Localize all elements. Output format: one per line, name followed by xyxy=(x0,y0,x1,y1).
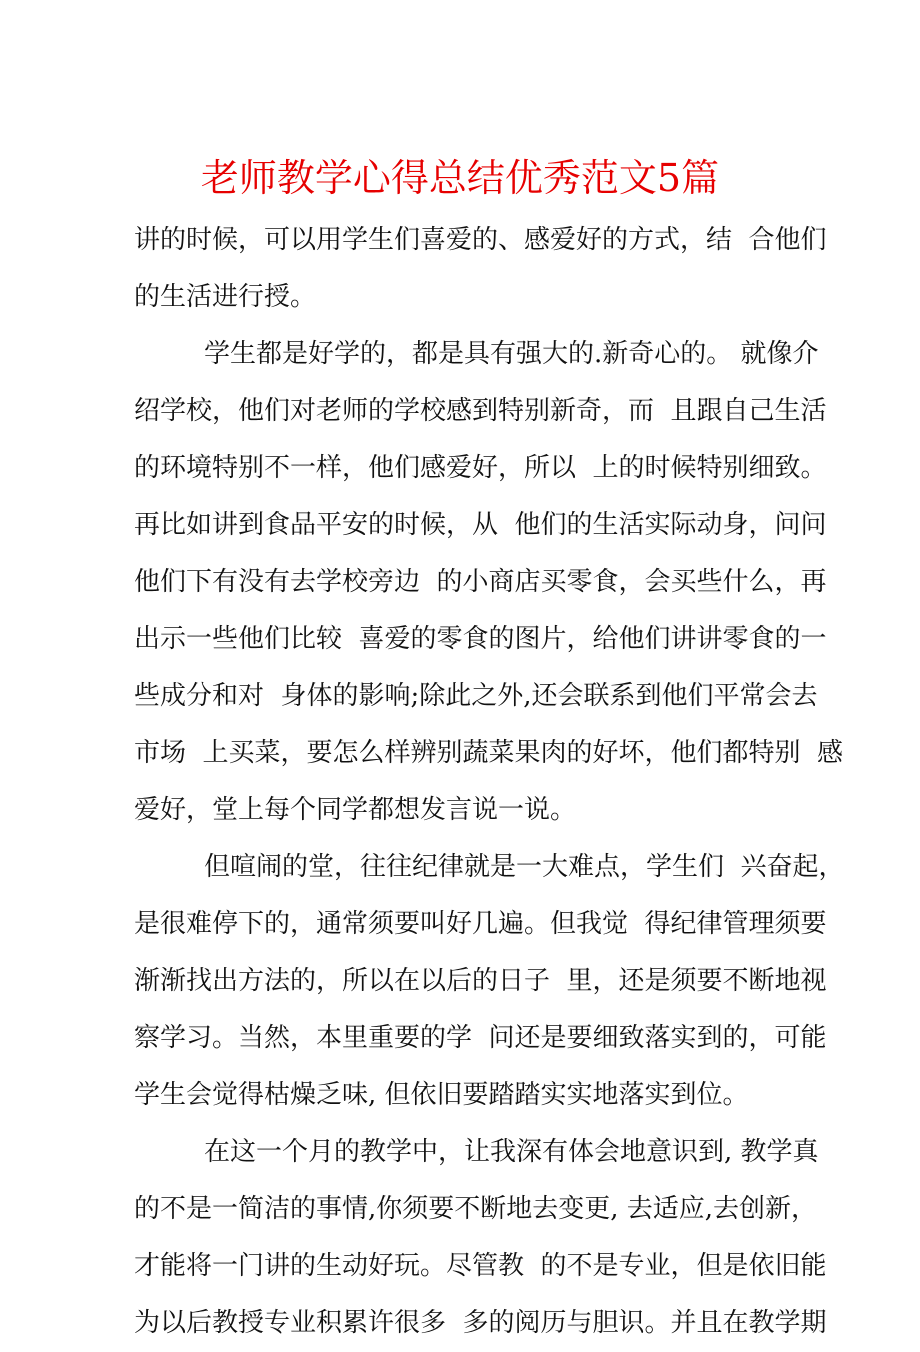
text-line: 察学习。当然，本里重要的学 问还是要细致落实到的，可能 xyxy=(134,1023,827,1053)
text-line: 学生都是好学的，都是具有强大的.新奇心的。 就像介 xyxy=(204,339,819,369)
text-line: 讲的时候，可以用学生们喜爱的、感爱好的方式，结 合他们 xyxy=(134,225,827,255)
text-line: 学生会觉得枯燥乏味, 但依旧要踏踏实实地落实到位。 xyxy=(134,1080,749,1110)
text-line: 绍学校，他们对老师的学校感到特别新奇，而 且跟自己生活 xyxy=(134,396,827,426)
text-line: 爱好，堂上每个同学都想发言说一说。 xyxy=(134,795,577,825)
text-line: 的环境特别不一样，他们感爱好，所以 上的时候特别细致。 xyxy=(134,453,827,483)
text-line: 但喧闹的堂，往往纪律就是一大难点，学生们 兴奋起， xyxy=(204,852,845,882)
text-line: 再比如讲到食品平安的时候，从 他们的生活实际动身，问问 xyxy=(134,510,827,540)
text-line: 他们下有没有去学校旁边 的小商店买零食，会买些什么，再 xyxy=(134,567,827,597)
text-line: 为以后教授专业积累许很多 多的阅历与胆识。并且在教学期 xyxy=(134,1308,827,1338)
text-line: 是很难停下的，通常须要叫好几遍。但我觉 得纪律管理须要 xyxy=(134,909,827,939)
text-line: 在这一个月的教学中，让我深有体会地意识到, 教学真 xyxy=(204,1137,819,1167)
document-body xyxy=(134,212,845,1352)
text-line: 渐渐找出方法的，所以在以后的日子 里，还是须要不断地视 xyxy=(134,966,827,996)
text-line: 才能将一门讲的生动好玩。尽管教 的不是专业，但是依旧能 xyxy=(134,1251,827,1281)
text-line: 的不是一简洁的事情,你须要不断地去变更, 去适应,去创新， xyxy=(134,1194,818,1224)
document-title: 老师教学心得总结优秀范文5篇 xyxy=(200,156,720,200)
text-line: 出示一些他们比较 喜爱的零食的图片，给他们讲讲零食的一 xyxy=(134,624,827,654)
text-line: 市场 上买菜，要怎么样辨别蔬菜果肉的好坏，他们都特别 感 xyxy=(134,738,844,768)
text-line: 些成分和对 身体的影响;除此之外,还会联系到他们平常会去 xyxy=(134,681,818,711)
text-line: 的生活进行授。 xyxy=(134,282,317,312)
